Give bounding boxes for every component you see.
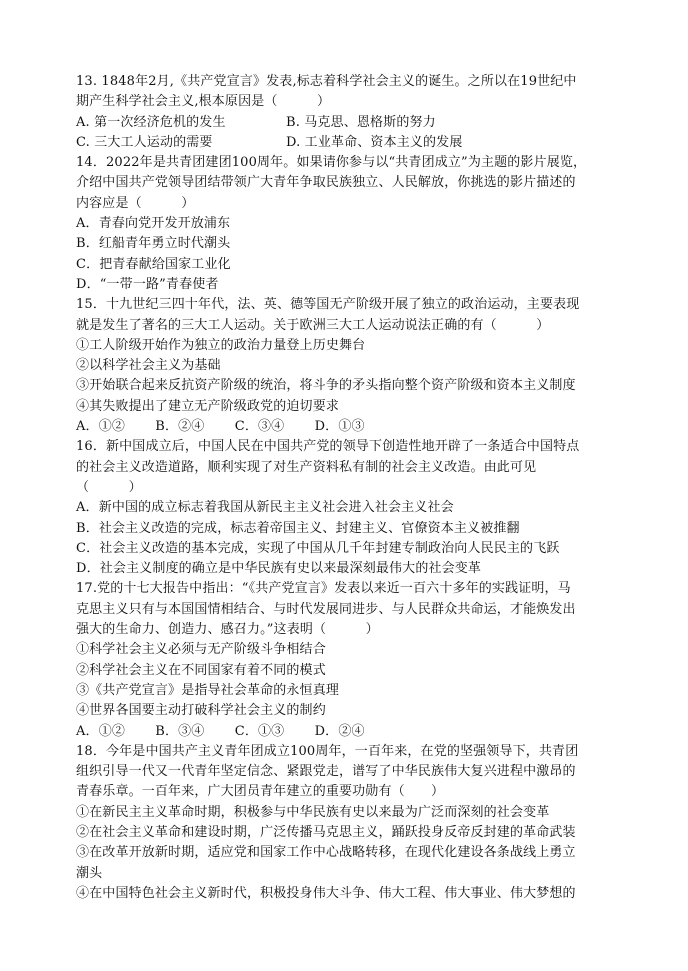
q17-item-2: ②科学社会主义在不同国家有着不同的模式 [76, 662, 326, 678]
q15-stem-line-1: 15．十九世纪三四十年代，法、英、德等国无产阶级开展了独立的政治运动，主要表现 [76, 297, 580, 313]
q13-option-b: B. 马克思、恩格斯的努力 [286, 114, 436, 130]
q17-option-c: C．①③ [234, 723, 285, 739]
q15-item-1: ①工人阶级开始作为独立的政治力量登上历史舞台 [76, 337, 366, 353]
q17-item-4: ④世界各国要主动打破科学社会主义的制约 [76, 703, 326, 719]
q14-stem-line-1: 14．2022年是共青团建团100周年。如果请你参与以“共青团成立”为主题的影片展览， [76, 155, 587, 171]
q14-option-c: C．把青春献给国家工业化 [76, 256, 231, 272]
q14-stem-line-3: 内容应是（ ） [76, 195, 195, 211]
q15-option-c: C．③④ [234, 419, 285, 435]
q16-stem-line-1: 16．新中国成立后，中国人民在中国共产党的领导下创造性地开辟了一条适合中国特点 [76, 439, 580, 455]
q18-item-3-line-2: 潮头 [76, 865, 103, 881]
q13-option-c: C. 三大工人运动的需要 [76, 134, 213, 150]
q13-option-a: A. 第一次经济危机的发生 [76, 114, 226, 130]
q17-item-3: ③《共产党宣言》是指导社会革命的永恒真理 [76, 682, 340, 698]
q15-item-2: ②以科学社会主义为基础 [76, 358, 221, 374]
question-16 [76, 437, 688, 579]
q15-item-3: ③开始联合起来反抗资产阶级的统治，将斗争的矛头指向整个资产阶级和资本主义制度 [76, 378, 576, 394]
q15-item-4: ④其失败提出了建立无产阶级政党的迫切要求 [76, 398, 340, 414]
q14-stem-line-2: 介绍中国共产党领导团结带领广大青年争取民族独立、人民解放，你挑选的影片描述的 [76, 175, 576, 191]
q15-option-b: B．②④ [155, 419, 205, 435]
q17-option-b: B．③④ [155, 723, 205, 739]
q18-stem-line-2: 组织引导一代又一代青年坚定信念、紧跟党走，谱写了中华民族伟大复兴进程中激昂的 [76, 764, 576, 780]
q17-option-d: D．②④ [314, 723, 365, 739]
q17-stem-line-3: 强大的生命力、创造力、感召力。”这表明（ ） [76, 622, 379, 638]
q13-stem-line-2: 期产生科学社会主义,根本原因是（ ） [76, 94, 331, 110]
q16-option-b: B．社会主义改造的完成，标志着帝国主义、封建主义、官僚资本主义被推翻 [76, 520, 520, 536]
q18-item-4: ④在中国特色社会主义新时代，积极投身伟大斗争、伟大工程、伟大事业、伟大梦想的 [76, 885, 576, 901]
q15-options [76, 417, 688, 437]
q14-option-b: B．红船青年勇立时代潮头 [76, 236, 231, 252]
q15-option-a: A．①② [76, 419, 125, 435]
q16-option-d: D．社会主义制度的确立是中华民族有史以来最深刻最伟大的社会变革 [76, 561, 482, 577]
q18-stem-line-1: 18．今年是中国共产主义青年团成立100周年，一百年来，在党的坚强领导下，共青团 [76, 743, 579, 759]
q16-stem-line-2: 的社会主义改造道路，顺利实现了对生产资料私有制的社会主义改造。由此可见 [76, 459, 537, 475]
q17-options [76, 722, 688, 742]
question-18 [76, 742, 688, 904]
q17-stem-line-1: 17.党的十七大报告中指出：“《共产党宣言》发表以来近一百六十多年的实践证明，马 [76, 581, 571, 597]
question-15 [76, 295, 688, 437]
q13-options-row-2 [76, 133, 688, 153]
q14-option-d: D．“一带一路”青春使者 [76, 276, 219, 292]
q16-option-a: A．新中国的成立标志着我国从新民主主义社会进入社会主义社会 [76, 500, 454, 516]
q17-item-1: ①科学社会主义必须与无产阶级斗争相结合 [76, 642, 326, 658]
q17-option-a: A．①② [76, 723, 125, 739]
question-14 [76, 153, 688, 295]
q18-item-1: ①在新民主主义革命时期，积极参与中华民族有史以来最为广泛而深刻的社会变革 [76, 804, 550, 820]
question-13 [76, 72, 688, 153]
q16-stem-line-3: （ ） [76, 479, 142, 495]
q15-stem-line-2: 就是发生了著名的三大工人运动。关于欧洲三大工人运动说法正确的有（ ） [76, 317, 550, 333]
q13-stem-line-1: 13. 1848年2月,《共产党宣言》发表,标志着科学社会主义的诞生。之所以在19世纪中 [76, 74, 577, 89]
q18-stem-line-3: 青春乐章。一百年来，广大团员青年建立的重要功勋有（ ） [76, 784, 445, 800]
q17-stem-line-2: 克思主义只有与本国国情相结合、与时代发展同进步、与人民群众共命运，才能焕发出 [76, 601, 576, 617]
question-17 [76, 579, 688, 741]
q18-item-3-line-1: ③在改革开放新时期，适应党和国家工作中心战略转移，在现代化建设各条战线上勇立 [76, 845, 576, 861]
q18-item-2: ②在社会主义革命和建设时期，广泛传播马克思主义，踊跃投身反帝反封建的革命武装 [76, 824, 576, 840]
q13-option-d: D. 工业革命、资本主义的发展 [286, 134, 463, 150]
q13-options-row-1 [76, 113, 688, 133]
q15-option-d: D．①③ [314, 419, 365, 435]
q16-option-c: C．社会主义改造的基本完成，实现了中国从几千年封建专制政治向人民民主的飞跃 [76, 540, 560, 556]
q14-option-a: A．青春向党开发开放浦东 [76, 216, 231, 232]
